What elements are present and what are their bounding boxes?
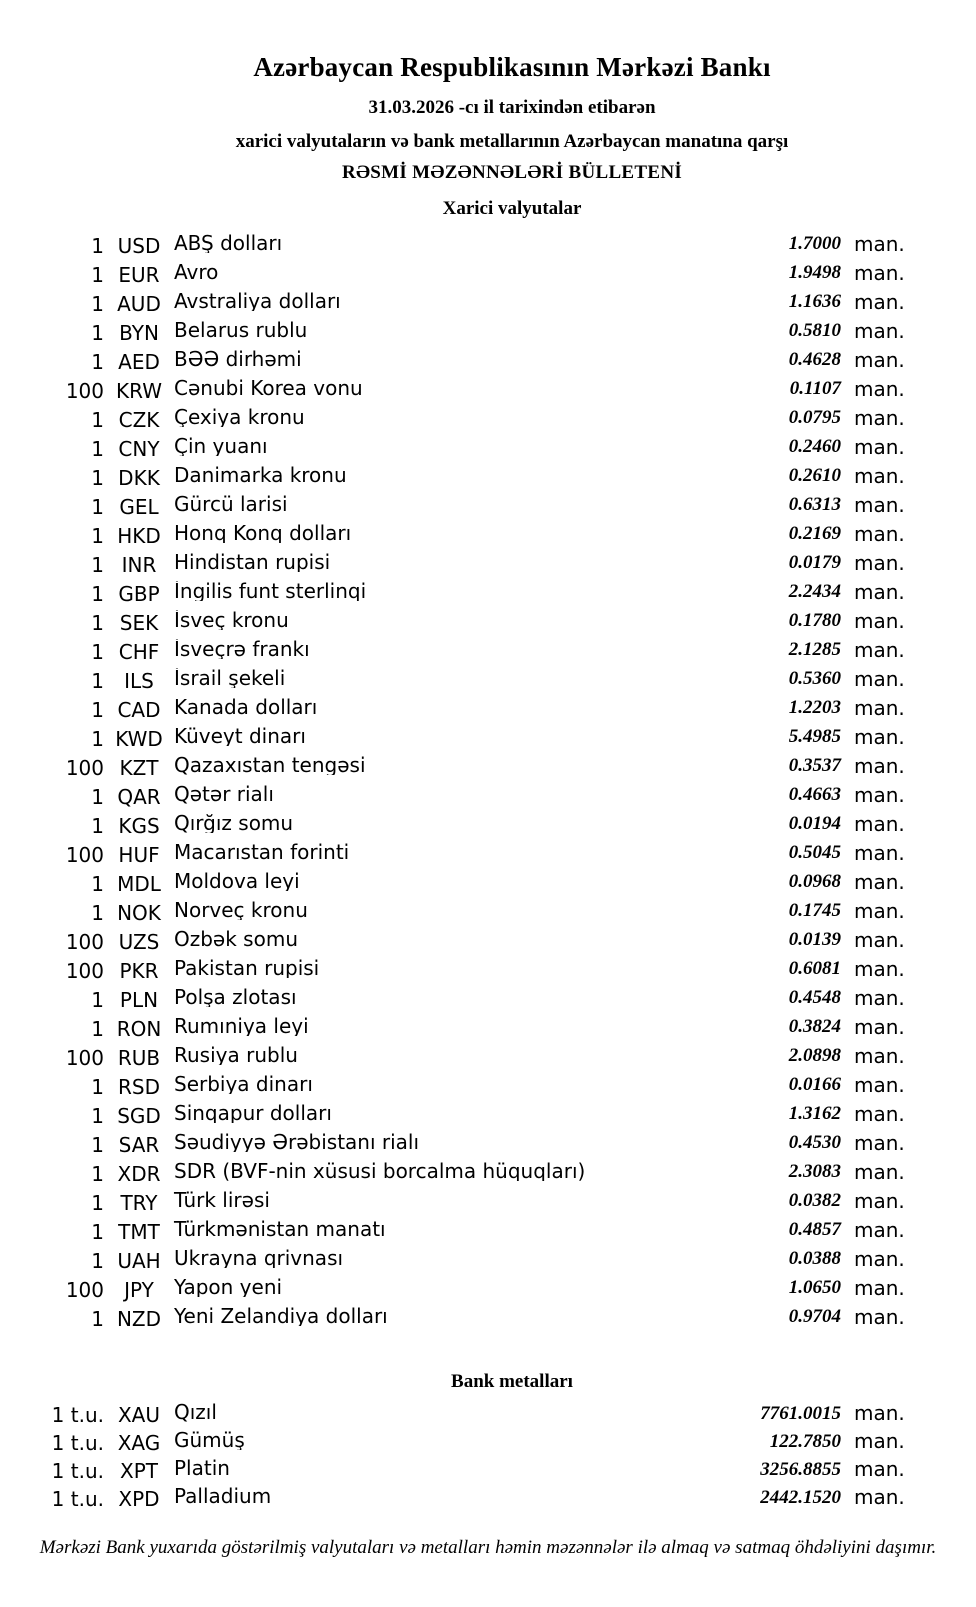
currency-rate-row [0, 1217, 976, 1246]
metal-name: Palladium [174, 1486, 272, 1506]
currency-name: Polşa zlotası [174, 986, 297, 1007]
currency-name: Moldova leyi [174, 870, 300, 891]
currency-quantity: 1 [91, 900, 104, 925]
manat-unit-label: man. [854, 376, 905, 401]
section-title-bank-metals: Bank metalları [451, 1371, 573, 1392]
manat-unit-label: man. [854, 782, 905, 807]
manat-unit-label: man. [854, 347, 905, 372]
metal-rate: 2442.1520 [760, 1486, 841, 1508]
currency-code: KRW [116, 378, 162, 403]
currency-code: KZT [119, 755, 159, 780]
manat-unit-label: man. [854, 1401, 905, 1425]
currency-code: USD [117, 233, 161, 258]
metal-rate: 7761.0015 [760, 1402, 841, 1424]
currency-rate-row [0, 1159, 976, 1188]
currency-code: NZD [116, 1306, 162, 1331]
obligation-footnote: Mərkəzi Bank yuxarıda göstərilmiş valyutaları və metalları həmin məzənnələr ilə almaq və satmaq öhdəliyini daşımır. [39, 1537, 937, 1558]
manat-unit-label: man. [854, 1429, 905, 1453]
currency-quantity: 1 [91, 1074, 104, 1099]
currency-quantity: 1 [91, 581, 104, 606]
currency-code: MDL [117, 871, 161, 896]
currency-name: İngilis funt sterlinqi [174, 580, 367, 601]
currency-rate: 2.0898 [788, 1045, 841, 1066]
currency-rate-row [0, 579, 976, 608]
currency-quantity: 100 [65, 842, 104, 867]
currency-rate: 0.4548 [788, 987, 841, 1008]
currency-quantity: 1 [91, 697, 104, 722]
currency-name: Yapon yeni [174, 1276, 283, 1297]
currency-code: DKK [118, 465, 160, 490]
currency-rate: 5.4985 [788, 726, 841, 747]
currency-code: RON [116, 1016, 162, 1041]
currency-rate: 1.9498 [788, 262, 841, 283]
bank-name-title: Azərbaycan Respublikasının Mərkəzi Bankı [253, 52, 771, 82]
currency-name: Norveç kronu [174, 899, 308, 920]
currency-rate-row [0, 318, 976, 347]
currency-name: Avro [174, 261, 219, 282]
currency-code: KGS [118, 813, 160, 838]
manat-unit-label: man. [854, 1043, 905, 1068]
currency-rate: 0.9704 [788, 1306, 841, 1327]
metal-rate-row [0, 1485, 976, 1513]
currency-rate: 0.6081 [788, 958, 841, 979]
currency-rate: 0.4530 [788, 1132, 841, 1153]
manat-unit-label: man. [854, 1101, 905, 1126]
currency-name: Türkmənistan manatı [174, 1218, 386, 1239]
manat-unit-label: man. [854, 666, 905, 691]
currency-code: SAR [118, 1132, 160, 1157]
currency-quantity: 1 [91, 320, 104, 345]
currency-code: UAH [117, 1248, 161, 1273]
manat-unit-label: man. [854, 289, 905, 314]
currency-name: Serbiya dinarı [174, 1073, 313, 1094]
metal-code: XAG [117, 1431, 161, 1455]
metal-rate: 3256.8855 [760, 1458, 841, 1480]
manat-unit-label: man. [854, 637, 905, 662]
currency-code: NOK [117, 900, 161, 925]
currency-quantity: 1 [91, 987, 104, 1012]
currency-code: PLN [119, 987, 159, 1012]
currency-code: HUF [118, 842, 160, 867]
currency-rate: 2.1285 [788, 639, 841, 660]
currency-code: HKD [117, 523, 161, 548]
currency-quantity: 1 [91, 407, 104, 432]
currency-name: Özbək somu [174, 928, 298, 949]
currency-code: RSD [118, 1074, 160, 1099]
metal-rate-row [0, 1457, 976, 1485]
currency-name: Rumıniya leyi [174, 1015, 309, 1036]
currency-rate: 0.6313 [788, 494, 841, 515]
currency-name: Gürcü larisi [174, 493, 288, 514]
currency-rate: 0.5360 [788, 668, 841, 689]
manat-unit-label: man. [854, 463, 905, 488]
currency-rate: 0.4628 [788, 349, 841, 370]
manat-unit-label: man. [854, 1457, 905, 1481]
metal-code: XAU [117, 1403, 161, 1427]
currency-code: TMT [118, 1219, 160, 1244]
currency-rate: 0.3537 [788, 755, 841, 776]
currency-rate: 0.0388 [788, 1248, 841, 1269]
metal-code: XPD [118, 1487, 160, 1511]
manat-unit-label: man. [854, 550, 905, 575]
currency-code: CNY [118, 436, 160, 461]
manat-unit-label: man. [854, 608, 905, 633]
currency-name: Honq Konq dolları [174, 522, 352, 543]
currency-quantity: 100 [65, 1277, 104, 1302]
currency-quantity: 100 [65, 378, 104, 403]
currency-rate-row [0, 782, 976, 811]
currency-rate-row [0, 521, 976, 550]
currency-rate-row [0, 1188, 976, 1217]
manat-unit-label: man. [854, 985, 905, 1010]
currency-rate-row [0, 1043, 976, 1072]
metal-rate-row [0, 1401, 976, 1429]
metal-rate-row [0, 1429, 976, 1457]
currency-name: Ukrayna qrivnası [174, 1247, 344, 1268]
metal-name: Gümüş [174, 1430, 245, 1450]
currency-rate: 1.2203 [788, 697, 841, 718]
currency-rate-row [0, 637, 976, 666]
currency-rate-row [0, 434, 976, 463]
currency-rate-row [0, 1246, 976, 1275]
currency-rate: 0.5810 [788, 320, 841, 341]
metal-rates-table [0, 1401, 976, 1513]
currency-code: SEK [119, 610, 159, 635]
currency-rate-row [0, 405, 976, 434]
currency-rate-row [0, 231, 976, 260]
currency-code: TRY [120, 1190, 158, 1215]
currency-code: INR [121, 552, 157, 577]
manat-unit-label: man. [854, 405, 905, 430]
currency-rate-row [0, 1275, 976, 1304]
manat-unit-label: man. [854, 840, 905, 865]
currency-name: Səudiyyə Ərəbistanı rialı [174, 1131, 420, 1152]
currency-rate-row [0, 1304, 976, 1333]
currency-code: GBP [118, 581, 160, 606]
manat-unit-label: man. [854, 811, 905, 836]
currency-rate: 0.1745 [788, 900, 841, 921]
currency-rate: 0.0194 [788, 813, 841, 834]
currency-rate: 1.3162 [788, 1103, 841, 1124]
currency-quantity: 100 [65, 929, 104, 954]
currency-name: Pakistan rupisi [174, 957, 320, 978]
currency-rate-row [0, 666, 976, 695]
currency-name: Qətər rialı [174, 783, 274, 804]
currency-code: AED [118, 349, 160, 374]
bulletin-subtitle: xarici valyutaların və bank metallarının Azərbaycan manatına qarşı [235, 131, 789, 152]
manat-unit-label: man. [854, 1130, 905, 1155]
currency-code: SGD [117, 1103, 161, 1128]
currency-quantity: 1 [91, 262, 104, 287]
currency-rates-table [0, 231, 976, 1333]
manat-unit-label: man. [854, 927, 905, 952]
currency-rate: 0.3824 [788, 1016, 841, 1037]
manat-unit-label: man. [854, 1246, 905, 1271]
currency-rate-row [0, 550, 976, 579]
currency-name: Danimarka kronu [174, 464, 347, 485]
currency-quantity: 1 [91, 552, 104, 577]
currency-rate-row [0, 898, 976, 927]
currency-quantity: 1 [91, 1103, 104, 1128]
metal-code: XPT [120, 1459, 158, 1483]
currency-name: Çexiya kronu [174, 406, 305, 427]
currency-quantity: 1 [91, 639, 104, 664]
currency-rate: 0.0795 [788, 407, 841, 428]
currency-code: ILS [124, 668, 154, 693]
manat-unit-label: man. [854, 434, 905, 459]
currency-rate-row [0, 695, 976, 724]
currency-code: JPY [124, 1277, 154, 1302]
manat-unit-label: man. [854, 231, 905, 256]
currency-name: Rusiya rublu [174, 1044, 298, 1065]
manat-unit-label: man. [854, 956, 905, 981]
currency-name: İsrail şekeli [174, 667, 286, 688]
currency-rate: 0.0166 [788, 1074, 841, 1095]
currency-quantity: 1 [91, 1248, 104, 1273]
currency-quantity: 1 [91, 726, 104, 751]
currency-name: Kanada dolları [174, 696, 318, 717]
currency-rate-row [0, 985, 976, 1014]
metal-name: Platin [174, 1458, 230, 1478]
currency-quantity: 100 [65, 755, 104, 780]
currency-rate: 0.4857 [788, 1219, 841, 1240]
currency-code: PKR [119, 958, 159, 983]
metal-rate: 122.7850 [769, 1430, 841, 1452]
currency-rate-row [0, 869, 976, 898]
manat-unit-label: man. [854, 753, 905, 778]
currency-quantity: 1 [91, 465, 104, 490]
manat-unit-label: man. [854, 1217, 905, 1242]
currency-name: BƏƏ dirhəmi [174, 348, 302, 369]
currency-name: Macarıstan forinti [174, 841, 350, 862]
manat-unit-label: man. [854, 1304, 905, 1329]
currency-code: EUR [118, 262, 160, 287]
manat-unit-label: man. [854, 695, 905, 720]
manat-unit-label: man. [854, 260, 905, 285]
currency-rate: 0.2169 [788, 523, 841, 544]
currency-rate: 0.2460 [788, 436, 841, 457]
metal-quantity: 1 t.u. [51, 1431, 104, 1455]
currency-name: İsveçrə frankı [174, 638, 310, 659]
currency-quantity: 1 [91, 1219, 104, 1244]
manat-unit-label: man. [854, 1188, 905, 1213]
currency-name: Hindistan rupisi [174, 551, 331, 572]
currency-code: XDR [117, 1161, 161, 1186]
currency-rate: 0.5045 [788, 842, 841, 863]
metal-name: Qızıl [174, 1402, 217, 1422]
currency-code: QAR [117, 784, 161, 809]
currency-name: Türk lirəsi [174, 1189, 270, 1210]
currency-quantity: 1 [91, 813, 104, 838]
currency-rate-row [0, 1072, 976, 1101]
currency-code: KWD [115, 726, 163, 751]
currency-quantity: 1 [91, 871, 104, 896]
currency-rate: 0.0968 [788, 871, 841, 892]
currency-rate: 0.1107 [789, 378, 841, 399]
currency-rate-row [0, 260, 976, 289]
currency-code: GEL [119, 494, 159, 519]
currency-quantity: 1 [91, 610, 104, 635]
effective-date-line: 31.03.2026 -cı il tarixindən etibarən [368, 97, 656, 118]
currency-quantity: 1 [91, 1161, 104, 1186]
currency-name: Cənubi Korea vonu [174, 377, 363, 398]
manat-unit-label: man. [854, 1275, 905, 1300]
currency-quantity: 1 [91, 291, 104, 316]
currency-name: Qazaxıstan tengəsi [174, 754, 366, 775]
currency-name: Yeni Zelandiya dolları [174, 1305, 388, 1326]
currency-quantity: 1 [91, 668, 104, 693]
currency-rate-row [0, 376, 976, 405]
currency-name: Sinqapur dolları [174, 1102, 332, 1123]
currency-rate-row [0, 811, 976, 840]
currency-rate-row [0, 289, 976, 318]
currency-code: CZK [118, 407, 160, 432]
currency-rate: 0.4663 [788, 784, 841, 805]
manat-unit-label: man. [854, 579, 905, 604]
currency-name: Çin yuanı [174, 435, 268, 456]
currency-rate-row [0, 1101, 976, 1130]
currency-quantity: 1 [91, 1132, 104, 1157]
manat-unit-label: man. [854, 1485, 905, 1509]
section-title-foreign-currencies: Xarici valyutalar [442, 198, 582, 219]
currency-rate: 0.1780 [788, 610, 841, 631]
currency-rate-row [0, 1014, 976, 1043]
currency-code: BYN [119, 320, 159, 345]
currency-quantity: 1 [91, 1016, 104, 1041]
currency-code: RUB [117, 1045, 161, 1070]
currency-code: AUD [117, 291, 161, 316]
currency-code: CAD [117, 697, 161, 722]
currency-rate-row [0, 608, 976, 637]
currency-rate: 0.0139 [788, 929, 841, 950]
currency-name: Belarus rublu [174, 319, 308, 340]
currency-name: SDR (BVF-nin xüsusi borcalma hüquqları) [174, 1160, 586, 1181]
metal-quantity: 1 t.u. [51, 1403, 104, 1427]
manat-unit-label: man. [854, 1014, 905, 1039]
manat-unit-label: man. [854, 724, 905, 749]
manat-unit-label: man. [854, 898, 905, 923]
manat-unit-label: man. [854, 1159, 905, 1184]
currency-quantity: 1 [91, 1190, 104, 1215]
currency-rate: 2.2434 [788, 581, 841, 602]
manat-unit-label: man. [854, 492, 905, 517]
currency-rate: 0.0179 [788, 552, 841, 573]
currency-quantity: 1 [91, 1306, 104, 1331]
currency-name: Avstraliya dolları [174, 290, 341, 311]
metal-quantity: 1 t.u. [51, 1487, 104, 1511]
metal-quantity: 1 t.u. [51, 1459, 104, 1483]
currency-rate-row [0, 956, 976, 985]
currency-quantity: 1 [91, 523, 104, 548]
currency-quantity: 1 [91, 436, 104, 461]
manat-unit-label: man. [854, 1072, 905, 1097]
currency-code: CHF [118, 639, 160, 664]
currency-quantity: 1 [91, 784, 104, 809]
currency-rate-row [0, 463, 976, 492]
currency-name: Küveyt dinarı [174, 725, 306, 746]
currency-rate-row [0, 347, 976, 376]
currency-rate: 1.1636 [788, 291, 841, 312]
currency-rate: 0.2610 [788, 465, 841, 486]
currency-quantity: 100 [65, 958, 104, 983]
currency-rate-row [0, 840, 976, 869]
currency-name: ABŞ dolları [174, 232, 283, 253]
currency-name: İsveç kronu [174, 609, 289, 630]
currency-name: Qırğız somu [174, 812, 294, 833]
currency-rate: 2.3083 [788, 1161, 841, 1182]
currency-code: UZS [118, 929, 160, 954]
currency-quantity: 100 [65, 1045, 104, 1070]
manat-unit-label: man. [854, 521, 905, 546]
manat-unit-label: man. [854, 318, 905, 343]
currency-quantity: 1 [91, 349, 104, 374]
currency-quantity: 1 [91, 494, 104, 519]
currency-rate: 1.7000 [788, 233, 841, 254]
currency-rate-row [0, 1130, 976, 1159]
manat-unit-label: man. [854, 869, 905, 894]
currency-rate-row [0, 927, 976, 956]
bulletin-title: RƏSMİ MƏZƏNNƏLƏRİ BÜLLETENİ [341, 162, 683, 183]
currency-rate-row [0, 724, 976, 753]
currency-rate-row [0, 753, 976, 782]
currency-quantity: 1 [91, 233, 104, 258]
currency-rate: 0.0382 [788, 1190, 841, 1211]
currency-rate-row [0, 492, 976, 521]
currency-rate: 1.0650 [788, 1277, 841, 1298]
